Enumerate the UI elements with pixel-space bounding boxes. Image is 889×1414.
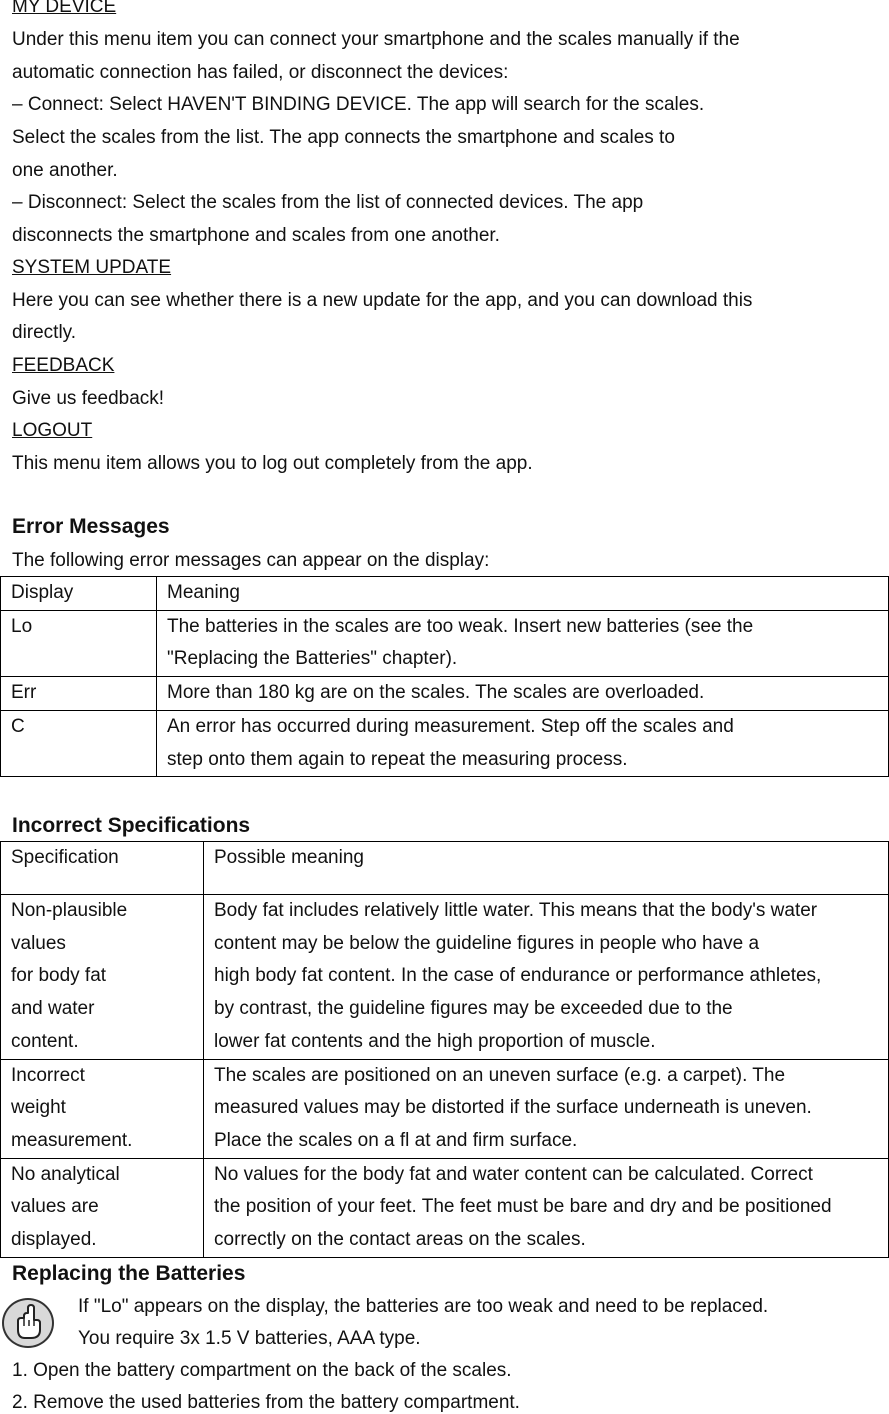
- table-row: [1, 610, 889, 676]
- incorrect-specifications-title: Incorrect Specifications: [12, 814, 251, 837]
- specification-line: Non-plausible: [11, 900, 128, 921]
- error-messages-title: Error Messages: [12, 515, 170, 538]
- meaning-cell: [204, 895, 889, 1060]
- replacing-batteries-title: Replacing the Batteries: [12, 1262, 246, 1285]
- feedback-text: Give us feedback!: [12, 388, 165, 409]
- meaning-line: by contrast, the guideline figures may be exceeded due to the: [214, 998, 733, 1020]
- specification-cell: [1, 1059, 204, 1158]
- table-row: [1, 1158, 889, 1257]
- feedback-heading: FEEDBACK: [12, 355, 115, 376]
- meaning-line: More than 180 kg are on the scales. The scales are overloaded.: [167, 682, 705, 704]
- table-header-row: [1, 577, 889, 611]
- my-device-text-5: one another.: [12, 160, 118, 181]
- table-row: [1, 677, 889, 711]
- specification-line: displayed.: [11, 1229, 97, 1251]
- my-device-text-6: – Disconnect: Select the scales from the list of connected devices. The app: [12, 192, 644, 213]
- my-device-text-7: disconnects the smartphone and scales from one another.: [12, 225, 500, 246]
- meaning-cell: [204, 1158, 889, 1257]
- meaning-line: An error has occurred during measurement. Step off the scales and: [167, 715, 734, 737]
- logout-text: This menu item allows you to log out completely from the app.: [12, 453, 533, 474]
- error-messages-table: [0, 576, 889, 777]
- meaning-line: step onto them again to repeat the measuring process.: [167, 748, 628, 770]
- meaning-line: content may be below the guideline figures in people who have a: [214, 932, 760, 954]
- specification-line: No analytical: [11, 1163, 120, 1185]
- meaning-line: the position of your feet. The feet must be bare and dry and be positioned: [214, 1196, 832, 1218]
- specification-line: for body fat: [11, 965, 107, 987]
- specification-line: content.: [11, 1030, 79, 1052]
- meaning-cell: [204, 1059, 889, 1158]
- specification-line: and water: [11, 998, 95, 1020]
- error-messages-intro: The following error messages can appear on the display:: [12, 550, 490, 571]
- system-update-text-1: Here you can see whether there is a new update for the app, and you can download this: [12, 290, 753, 311]
- column-header-specification: Specification: [1, 842, 204, 895]
- display-code: Lo: [1, 610, 157, 676]
- hand-pointing-icon: [2, 1298, 54, 1348]
- table-row: [1, 710, 889, 776]
- column-header-possible-meaning: Possible meaning: [204, 842, 889, 895]
- meaning-cell: [157, 677, 889, 711]
- display-code: Err: [1, 677, 157, 711]
- meaning-cell: [157, 710, 889, 776]
- specification-line: Incorrect: [11, 1064, 85, 1086]
- battery-step-1: 1. Open the battery compartment on the back of the scales.: [12, 1360, 512, 1381]
- column-header-meaning: Meaning: [157, 577, 889, 611]
- specification-line: measurement.: [11, 1129, 133, 1151]
- meaning-line: Body fat includes relatively little water. This means that the body's water: [214, 900, 818, 921]
- specification-cell: [1, 895, 204, 1060]
- system-update-heading: SYSTEM UPDATE: [12, 257, 172, 278]
- my-device-text-2: automatic connection has failed, or disconnect the devices:: [12, 62, 509, 83]
- my-device-text-3: – Connect: Select HAVEN'T BINDING DEVICE. The app will search for the scales.: [12, 94, 705, 115]
- my-device-heading: MY DEVICE: [12, 0, 117, 17]
- specification-line: weight: [11, 1097, 66, 1119]
- meaning-line: The scales are positioned on an uneven surface (e.g. a carpet). The: [214, 1064, 786, 1086]
- meaning-cell: [157, 610, 889, 676]
- my-device-text-1: Under this menu item you can connect your smartphone and the scales manually if the: [12, 29, 740, 50]
- specification-line: values are: [11, 1196, 99, 1218]
- my-device-text-4: Select the scales from the list. The app connects the smartphone and scales to: [12, 127, 675, 148]
- specification-cell: [1, 1158, 204, 1257]
- meaning-line: measured values may be distorted if the surface underneath is uneven.: [214, 1097, 812, 1119]
- meaning-line: high body fat content. In the case of endurance or performance athletes,: [214, 965, 822, 987]
- system-update-text-2: directly.: [12, 322, 77, 343]
- battery-note-line-2: You require 3x 1.5 V batteries, AAA type.: [78, 1328, 421, 1349]
- battery-note-line-1: If "Lo" appears on the display, the batteries are too weak and need to be replaced.: [78, 1296, 769, 1317]
- column-header-display: Display: [1, 577, 157, 611]
- meaning-line: "Replacing the Batteries" chapter).: [167, 648, 458, 670]
- table-row: [1, 1059, 889, 1158]
- meaning-line: Place the scales on a fl at and firm surface.: [214, 1129, 578, 1151]
- meaning-line: The batteries in the scales are too weak. Insert new batteries (see the: [167, 615, 754, 637]
- meaning-line: lower fat contents and the high proportion of muscle.: [214, 1030, 656, 1052]
- display-code: C: [1, 710, 157, 776]
- battery-step-2: 2. Remove the used batteries from the battery compartment.: [12, 1392, 520, 1413]
- logout-heading: LOGOUT: [12, 420, 93, 441]
- meaning-line: correctly on the contact areas on the scales.: [214, 1229, 586, 1251]
- incorrect-specifications-table: [0, 841, 889, 1258]
- table-row: [1, 895, 889, 1060]
- meaning-line: No values for the body fat and water content can be calculated. Correct: [214, 1163, 813, 1185]
- table-header-row: [1, 842, 889, 895]
- specification-line: values: [11, 932, 66, 954]
